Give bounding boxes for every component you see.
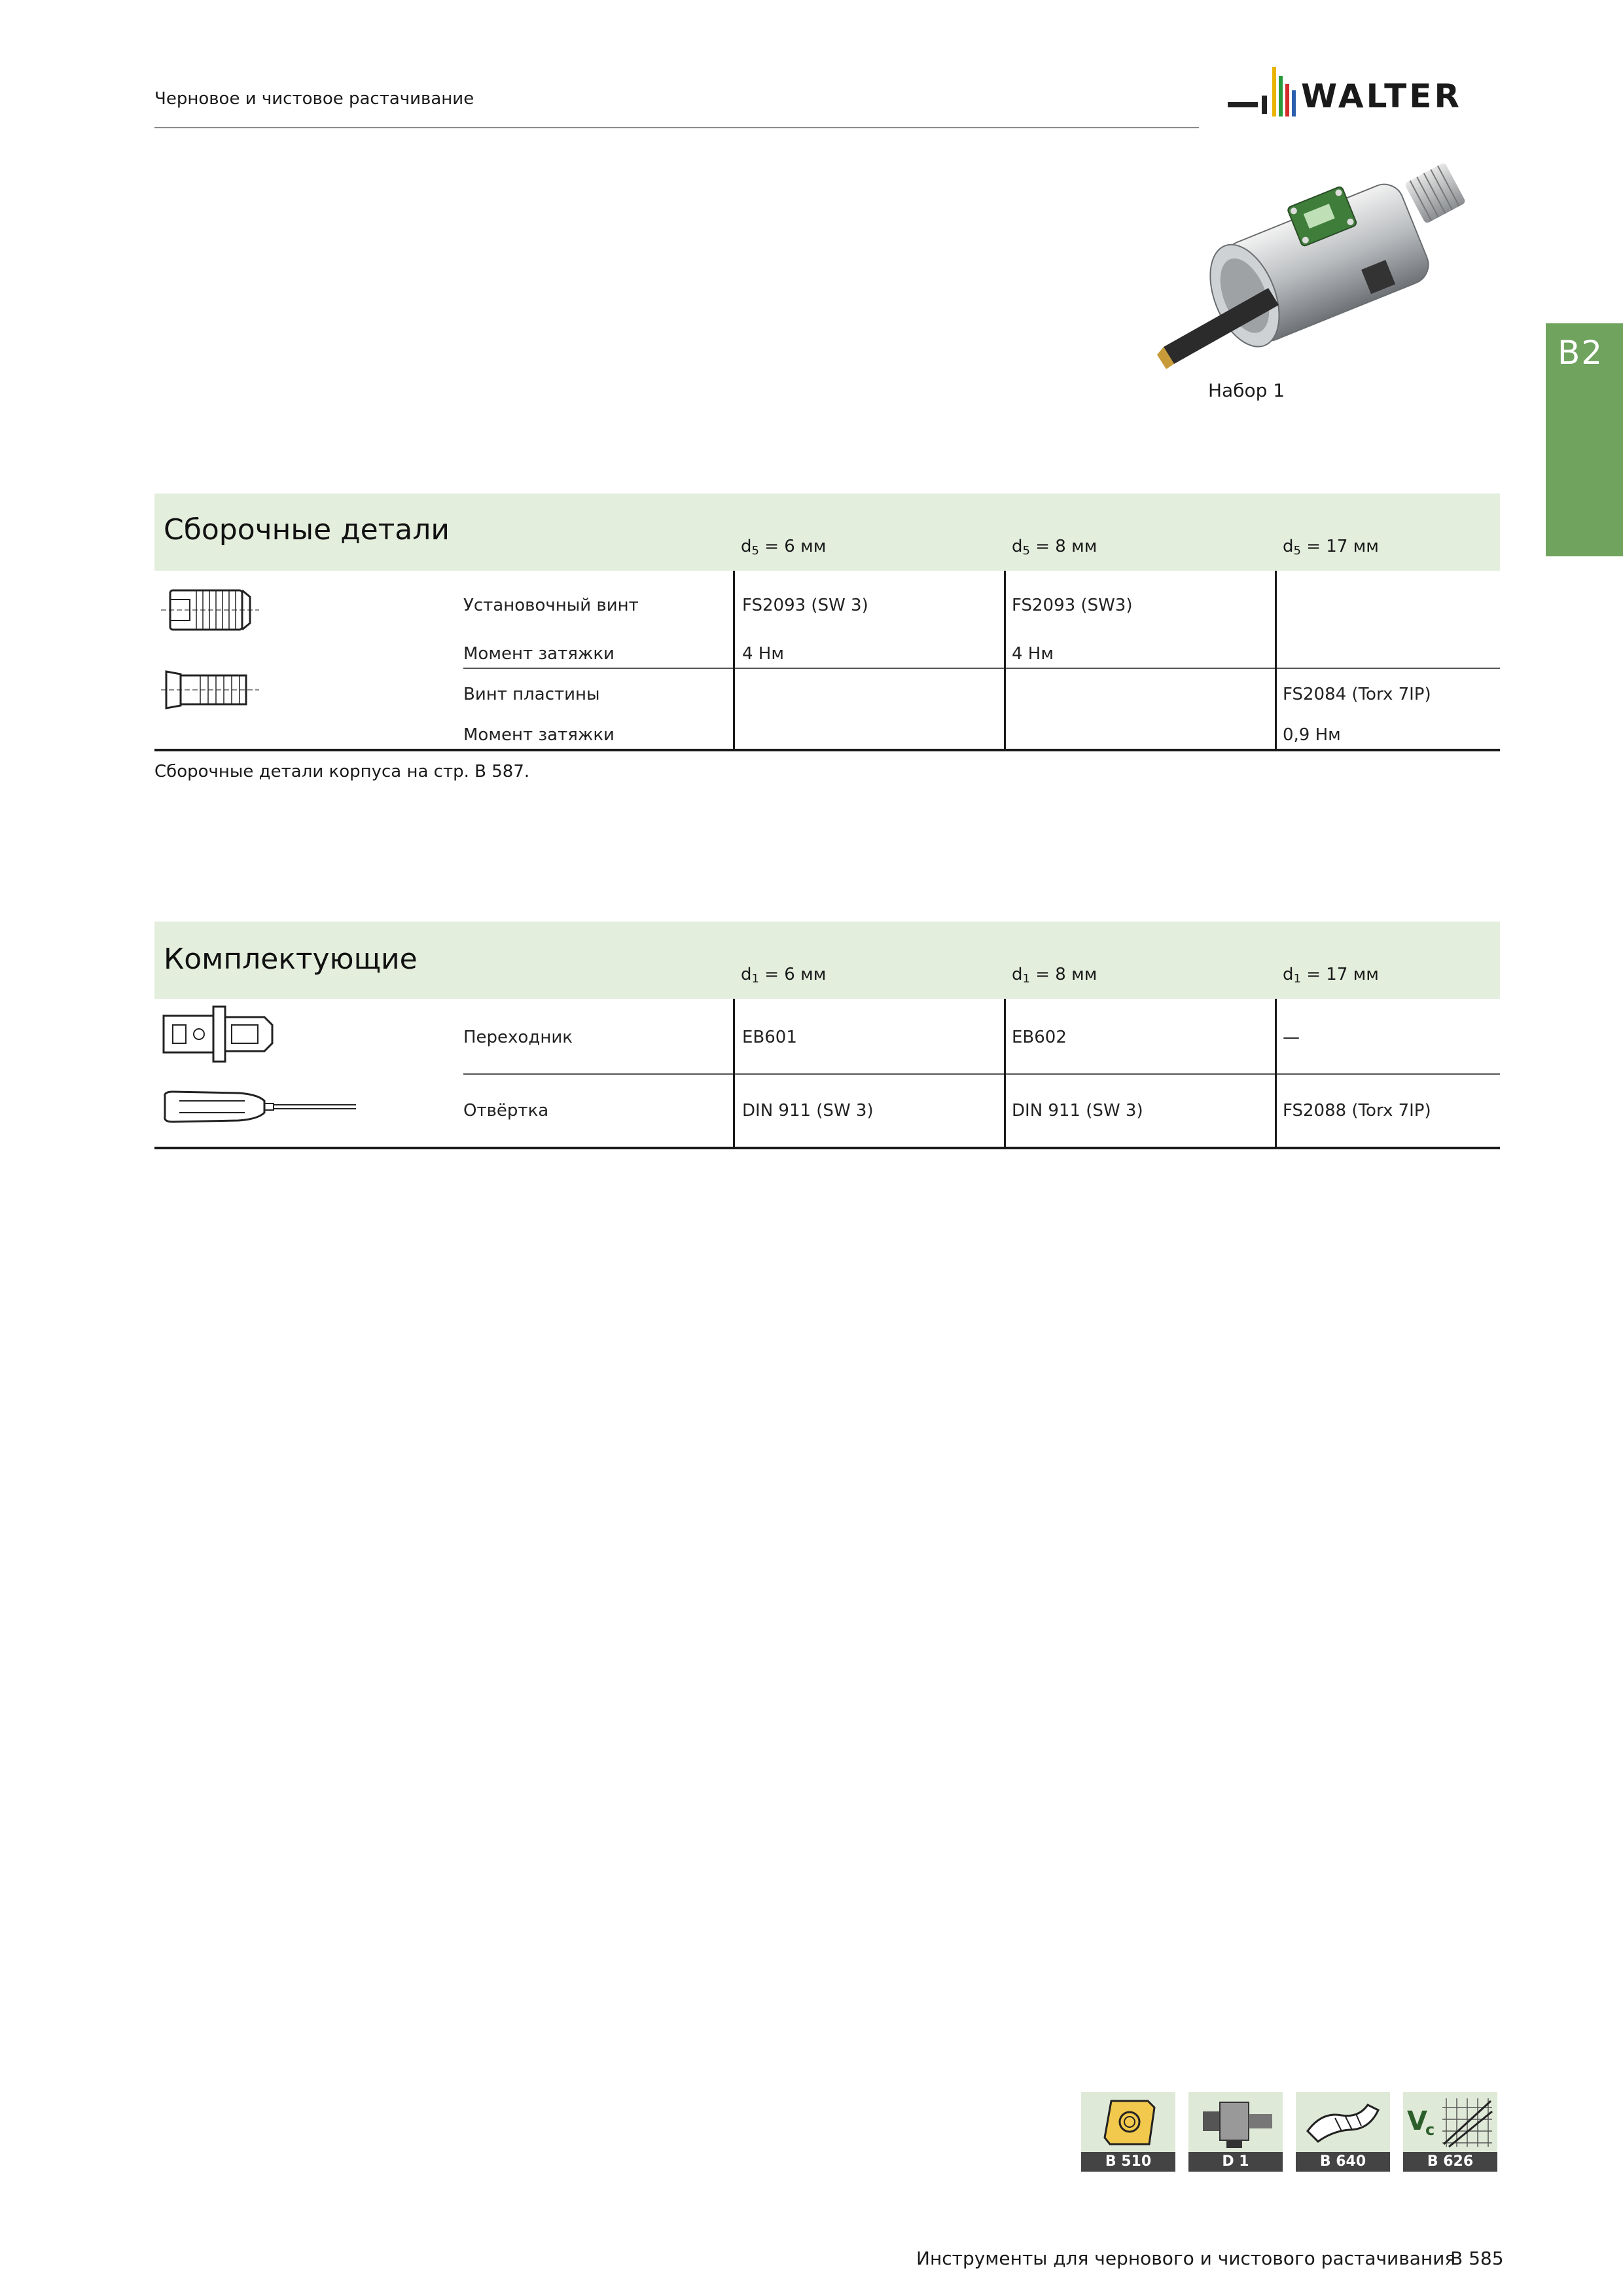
column-divider: [1275, 999, 1277, 1148]
toolholder-icon: [1188, 2092, 1283, 2152]
assembly-note: Сборочные детали корпуса на стр. B 587.: [154, 762, 530, 781]
accessories-row-label: Переходник: [463, 1028, 573, 1047]
column-divider: [1004, 999, 1006, 1148]
column-divider: [1275, 571, 1277, 750]
xref-insert[interactable]: [1081, 2092, 1175, 2173]
assembly-col-2: $d_5 = 8$ мм: [1012, 537, 1097, 558]
assembly-row-label: Винт пластины: [463, 685, 600, 704]
wrench-hand-icon: [1296, 2092, 1390, 2152]
walter-logo: [1228, 60, 1503, 123]
svg-text:c: c: [1425, 2121, 1435, 2139]
assembly-cell: FS2093 (SW 3): [742, 596, 868, 615]
accessories-cell: EB602: [1012, 1028, 1067, 1047]
photo-caption: Набор 1: [1208, 380, 1285, 401]
assembly-col-3: $d_5 = 17$ мм: [1283, 537, 1379, 558]
table-bottom-rule: [154, 1147, 1500, 1149]
column-divider: [733, 571, 735, 750]
chapter-tab[interactable]: [1546, 323, 1623, 556]
svg-text:V: V: [1407, 2106, 1427, 2136]
accessories-col-1: $d_1 = 6$ мм: [741, 965, 827, 986]
footer-title: Инструменты для чернового и чистового растачивания: [916, 2248, 1456, 2269]
assembly-cell: 4 Нм: [1012, 644, 1054, 664]
page-number: B 585: [1450, 2248, 1504, 2269]
assembly-col-1: $d_5 = 6$ мм: [741, 537, 827, 558]
accessories-col-3: $d_1 = 17$ мм: [1283, 965, 1379, 986]
set-screw-drawing: [161, 585, 259, 637]
accessories-header-band: [154, 922, 1500, 999]
accessories-row-label: Отвёртка: [463, 1101, 549, 1121]
xref-toolholder[interactable]: [1188, 2092, 1283, 2173]
accessories-cell: —: [1283, 1028, 1300, 1047]
logo-text: WALTER: [1301, 77, 1462, 115]
header-rule: [154, 127, 1199, 128]
xref-label: B 510: [1081, 2152, 1175, 2172]
column-divider: [1004, 571, 1006, 750]
assembly-row-label: Момент затяжки: [463, 644, 615, 664]
cutting-speed-icon: [1403, 2092, 1497, 2152]
row-divider: [463, 668, 1500, 669]
chapter-tab-label: B2: [1558, 334, 1604, 372]
adapter-drawing: [160, 1003, 277, 1066]
assembly-row-label: Установочный винт: [463, 596, 639, 615]
screwdriver-drawing: [160, 1084, 363, 1130]
assembly-cell: 0,9 Нм: [1283, 725, 1341, 745]
xref-cutting-data[interactable]: [1403, 2092, 1497, 2173]
running-header: Черновое и чистовое растачивание: [154, 89, 474, 109]
xref-label: B 640: [1296, 2152, 1390, 2172]
assembly-cell: 4 Нм: [742, 644, 784, 664]
assembly-cell: FS2084 (Torx 7IP): [1283, 685, 1431, 704]
accessories-cell: DIN 911 (SW 3): [742, 1101, 874, 1121]
accessories-title: Комплектующие: [164, 942, 418, 976]
assembly-row-label: Момент затяжки: [463, 725, 615, 745]
xref-label: B 626: [1403, 2152, 1497, 2172]
accessories-cell: DIN 911 (SW 3): [1012, 1101, 1143, 1121]
accessories-cell: EB601: [742, 1028, 797, 1047]
column-divider: [733, 999, 735, 1148]
assembly-title: Сборочные детали: [164, 513, 450, 547]
xref-label: D 1: [1188, 2152, 1283, 2172]
assembly-header-band: [154, 493, 1500, 571]
table-bottom-rule: [154, 749, 1500, 751]
product-photo: [1137, 151, 1504, 386]
row-divider: [463, 1073, 1500, 1075]
insert-screw-drawing: [161, 668, 259, 713]
accessories-col-2: $d_1 = 8$ мм: [1012, 965, 1097, 986]
insert-icon: [1081, 2092, 1175, 2152]
assembly-cell: FS2093 (SW3): [1012, 596, 1133, 615]
xref-handling[interactable]: [1296, 2092, 1390, 2173]
accessories-cell: FS2088 (Torx 7IP): [1283, 1101, 1431, 1121]
